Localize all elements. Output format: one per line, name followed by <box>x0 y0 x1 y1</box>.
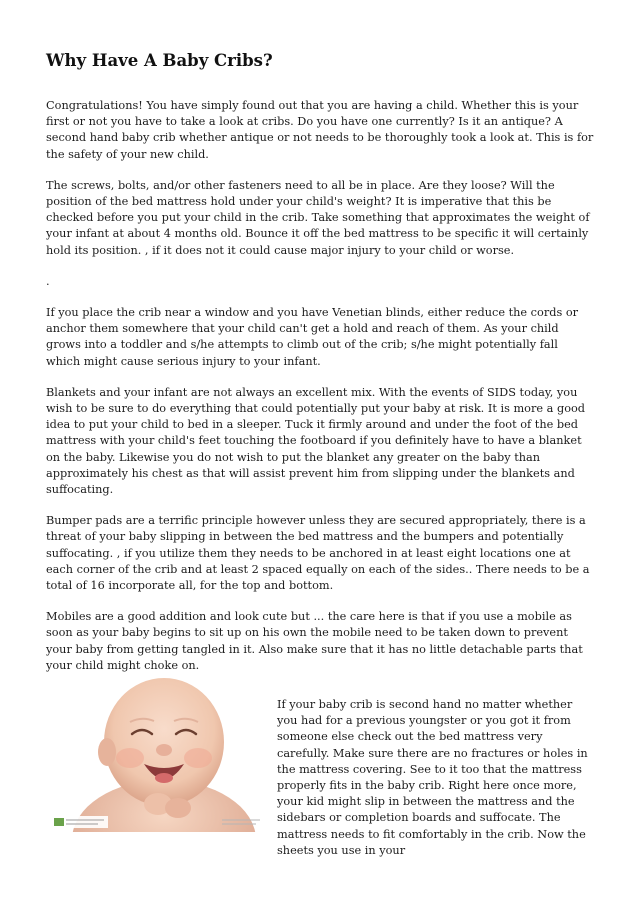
paragraph-blankets: Blankets and your infant are not always an excellent mix. With the events of SIDS today, you wish to be sure to do everything that could potentially put your baby at risk. It is more a good idea to put your child to bed in a sleeper. Tuck it firmly around and under the foot of the bed mattress with your child's feet touching the footboard if you definitely have to have a blanket on the baby. Likewise you do not wish to put the blanket any greater on the baby than approximately his chest as that will assist prevent him from slipping under the blankets and suffocating. <box>46 385 586 497</box>
article-body <box>46 98 594 689</box>
paragraph-intro: Congratulations! You have simply found out that you are having a child. Whether this is your first or not you have to take a look at cribs. Do you have one currently? Is it an antique? A second hand baby crib whether antique or not needs to be thoroughly took a look at. This is for the safety of your new child. <box>46 99 594 161</box>
paragraph-blinds: If you place the crib near a window and you have Venetian blinds, either reduce the cords or anchor them somewhere that your child can't get a hold and reach of them. As your child grows into a toddler and s/he attempts to climb out of the crib; s/he might potentially fall which might cause serious injury to your infant. <box>46 306 579 368</box>
paragraph-separator: . <box>46 274 50 288</box>
paragraph-mattress: If your baby crib is second hand no matter whether you had for a previous youngster or you got it from someone else check out the bed mattress very carefully. Make sure there are no fractures or holes in the mattress covering. See to it too that the mattress properly fits in the baby crib. Right here once more, your kid might slip in between the mattress and the sidebars or completion boards and suffocate. The mattress needs to fit comfortably in the crib. Now the sheets you use in your <box>277 698 588 857</box>
page-title: Why Have A Baby Cribs? <box>46 51 273 70</box>
paragraph-mobiles: Mobiles are a good addition and look cute but ... the care here is that if you use a mobile as soon as your baby begins to sit up on his own the mobile need to be taken down to prevent your baby from getting tangled in it. Also make sure that it has no little detachable parts that your child might choke on. <box>46 610 583 672</box>
laughing-baby-illustration <box>46 672 268 832</box>
baby-photo <box>46 672 268 832</box>
paragraph-fasteners: The screws, bolts, and/or other fasteners need to all be in place. Are they loose? Will the position of the bed mattress hold under your child's weight? It is imperative that this be checked before you put your child in the crib. Take something that approximates the weight of your infant at about 4 months old. Bounce it off the bed mattress to be specific it will certainly hold its position. , if it does not it could cause major injury to your child or worse. <box>46 178 590 257</box>
paragraph-bumper-pads: Bumper pads are a terrific principle however unless they are secured appropriately, there is a threat of your baby slipping in between the bed mattress and the bumpers and potentially suffocating. , if you utilize them they needs to be anchored in at least eight locations one at each corner of the crib and at least 2 spaced equally on each of the sides.. There needs to be a total of 16 incorporate all, for the top and bottom. <box>46 514 590 593</box>
